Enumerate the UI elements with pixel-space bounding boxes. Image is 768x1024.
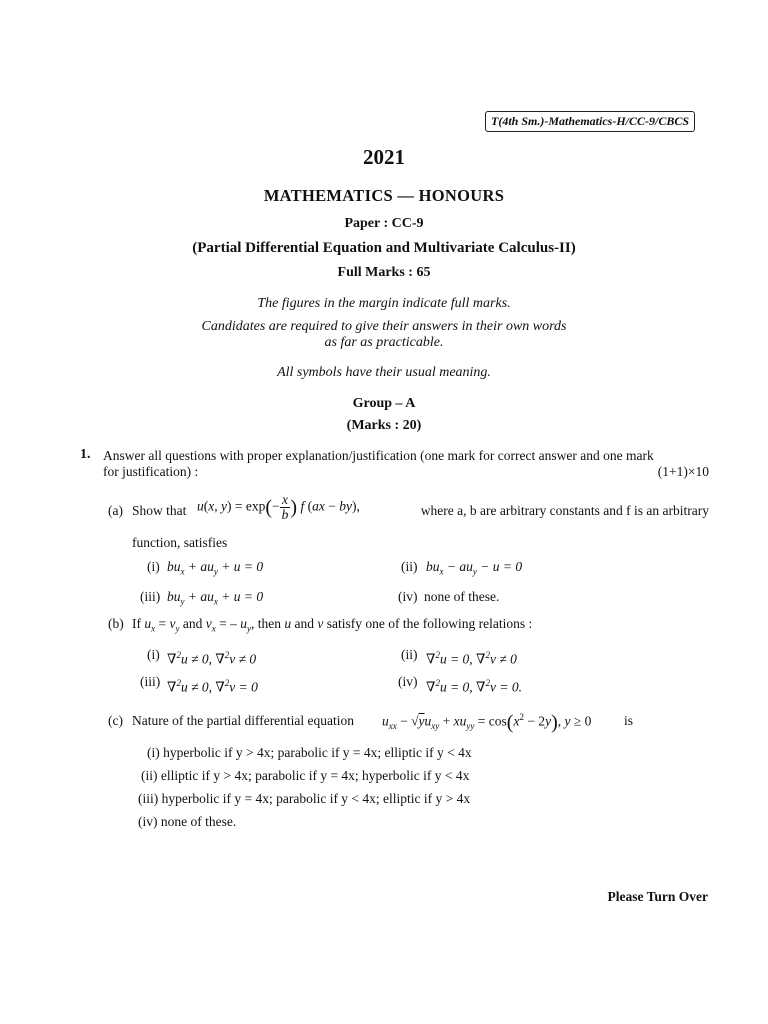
part-a-option-i-label: (i) bbox=[147, 559, 160, 574]
part-b-statement: If $u_x = v_y$ and $v_x$ = – $u_y$, then u and v satisfy one of the following relations : bbox=[132, 616, 533, 634]
part-a-option-iv-label: (iv) bbox=[398, 589, 418, 604]
part-b-label: (b) bbox=[108, 616, 124, 631]
exam-year: 2021 bbox=[363, 145, 405, 169]
instruction-practicable: as far as practicable. bbox=[324, 335, 444, 350]
question-marks: (1+1)×10 bbox=[657, 464, 709, 479]
option-text: none of these. bbox=[160, 814, 237, 829]
part-c-option-iv bbox=[138, 814, 236, 830]
part-c-text: Nature of the partial differential equation bbox=[132, 713, 355, 728]
instruction-own-words: Candidates are required to give their answers in their own words bbox=[201, 319, 567, 334]
part-b-option-ii: ∇$^2$u = 0, ∇$^2$v ≠ 0 bbox=[426, 650, 517, 667]
part-a-show-that: Show that bbox=[132, 503, 187, 518]
part-b-option-i-label: (i) bbox=[147, 647, 160, 662]
part-a-line2: function, satisfies bbox=[132, 535, 228, 550]
part-b-option-iv: ∇$^2$u = 0, ∇$^2$v = 0. bbox=[426, 678, 522, 695]
group-title: Group – A bbox=[352, 396, 416, 411]
paper-number: Paper : CC-9 bbox=[344, 216, 424, 231]
subject-title: MATHEMATICS — HONOURS bbox=[263, 186, 505, 205]
full-marks: Full Marks : 65 bbox=[337, 265, 431, 280]
paper-code: T(4th Sm.)-Mathematics-H/CC-9/CBCS bbox=[485, 111, 695, 132]
part-b-option-iii: ∇$^2$u ≠ 0, ∇$^2$v = 0 bbox=[167, 678, 258, 695]
option-label: (i) bbox=[147, 745, 160, 760]
part-a-option-i: $bu_x + au_y + u = 0$ bbox=[167, 559, 264, 577]
option-text: hyperbolic if y > 4x; parabolic if y = 4x; elliptic if y < 4x bbox=[163, 745, 472, 760]
part-a-option-iv: none of these. bbox=[424, 589, 500, 604]
option-text: elliptic if y > 4x; parabolic if y = 4x; hyperbolic if y < 4x bbox=[160, 768, 470, 783]
please-turn-over: Please Turn Over bbox=[607, 889, 708, 904]
part-c-option-i bbox=[147, 745, 472, 761]
part-c-tail: is bbox=[624, 713, 634, 728]
part-c-option-ii bbox=[141, 768, 469, 784]
part-a-option-ii: $bu_x - au_y - u = 0$ bbox=[426, 559, 523, 577]
option-text: hyperbolic if y = 4x; parabolic if y < 4x; elliptic if y > 4x bbox=[161, 791, 471, 806]
part-c-option-iii bbox=[138, 791, 470, 807]
part-a-label: (a) bbox=[108, 503, 123, 518]
question-number: 1. bbox=[80, 447, 91, 462]
part-a-equation: u(x, y) = exp(− $\frac{x}{b}$ ) f (ax − by), bbox=[197, 492, 360, 522]
part-b-option-i: ∇$^2$u ≠ 0, ∇$^2$v ≠ 0 bbox=[167, 650, 257, 667]
group-marks: (Marks : 20) bbox=[346, 418, 422, 433]
part-b-option-iii-label: (iii) bbox=[140, 674, 161, 689]
part-c-equation: $u_{xx} - √yu_{xy} + xu_{yy} = \cos(x^2 - 2y)$, y ≥ 0 bbox=[382, 711, 592, 734]
part-a-option-iii-label: (iii) bbox=[140, 589, 161, 604]
option-label: (iv) bbox=[138, 814, 158, 829]
paper-title: (Partial Differential Equation and Multivariate Calculus-II) bbox=[192, 240, 576, 256]
instruction-margin: The figures in the margin indicate full marks. bbox=[257, 296, 511, 311]
option-label: (ii) bbox=[141, 768, 158, 783]
instruction-symbols: All symbols have their usual meaning. bbox=[277, 365, 491, 380]
part-a-tail: where a, b are arbitrary constants and f is an arbitrary bbox=[420, 503, 709, 518]
part-a-option-iii: $bu_y + au_x + u = 0$ bbox=[167, 589, 264, 607]
part-b-option-iv-label: (iv) bbox=[398, 674, 418, 689]
question-instruction-line2: for justification) : bbox=[103, 464, 199, 479]
part-c-label: (c) bbox=[108, 713, 123, 728]
part-a-option-ii-label: (ii) bbox=[401, 559, 418, 574]
option-label: (iii) bbox=[138, 791, 159, 806]
question-instruction-line1: Answer all questions with proper explanation/justification (one mark for correct answer and one mark bbox=[103, 448, 654, 463]
part-b-option-ii-label: (ii) bbox=[401, 647, 418, 662]
